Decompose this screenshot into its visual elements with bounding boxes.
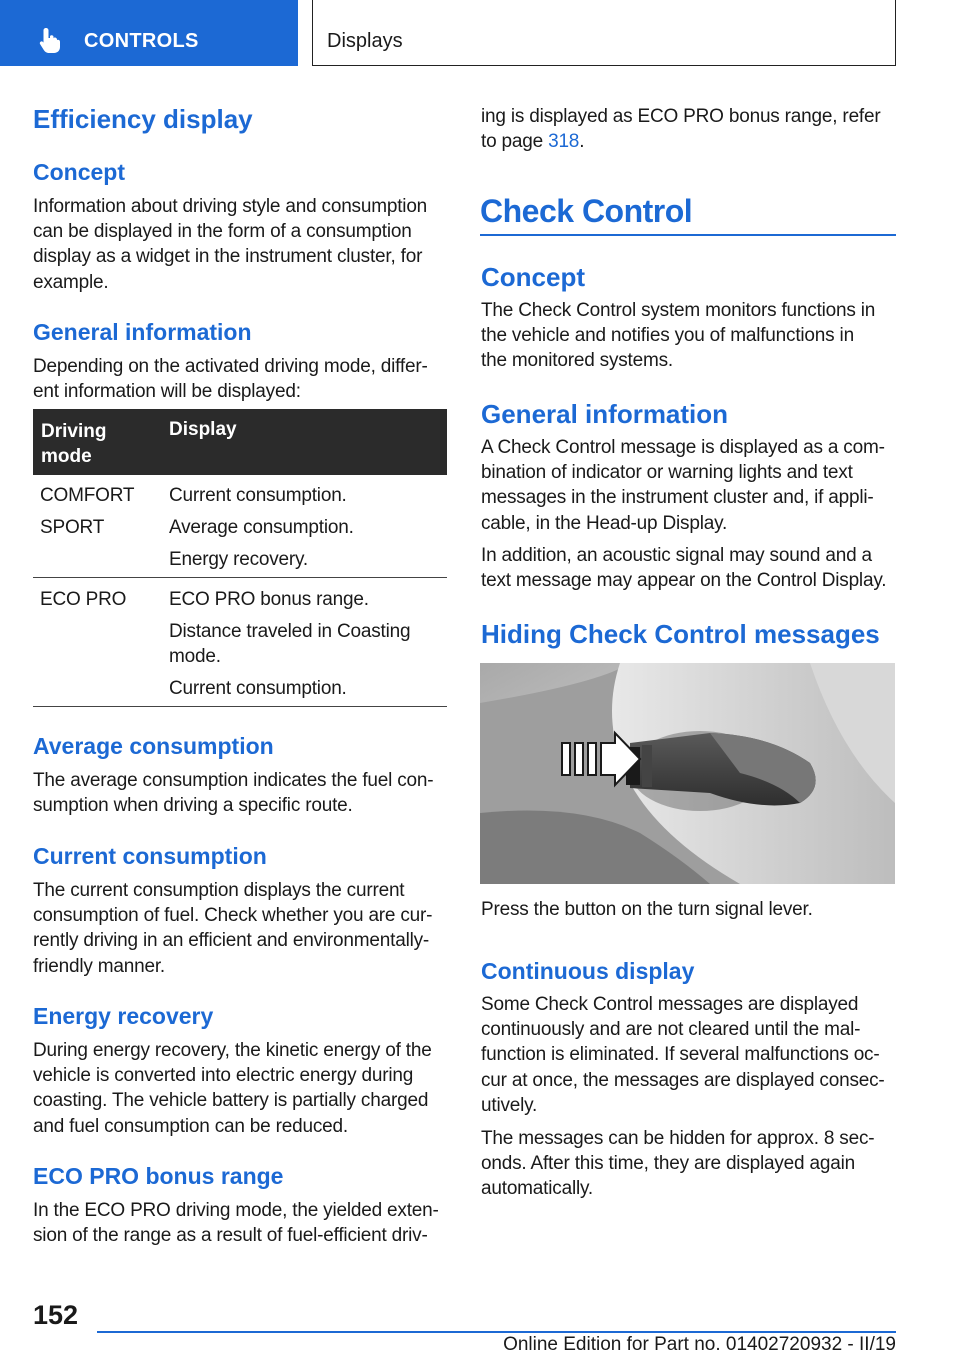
- average-consumption-heading: Average consumption: [33, 733, 274, 759]
- text-line: rently driving in an efficient and environmentally-: [33, 930, 430, 952]
- table-bottom-rule: [33, 706, 447, 707]
- text-line: messages in the instrument cluster and, if appli‐: [481, 487, 874, 509]
- table-cell-display: mode.: [169, 646, 221, 667]
- general-information-paragraph: [33, 354, 447, 404]
- page-number: 152: [33, 1300, 79, 1330]
- text-line: Some Check Control messages are displayed: [481, 994, 859, 1015]
- text-line: [481, 129, 896, 154]
- table-cell-mode: SPORT: [40, 517, 105, 538]
- energy-recovery-paragraph: [33, 1038, 447, 1139]
- continuous-display-heading: Continuous display: [481, 958, 695, 984]
- text-line: The current consumption displays the current: [33, 880, 405, 901]
- text-line: automatically.: [481, 1178, 593, 1200]
- text-line: The average consumption indicates the fuel con‐: [33, 770, 434, 791]
- table-cell-display: Energy recovery.: [169, 549, 309, 570]
- text-line: ent information will be displayed:: [33, 381, 301, 403]
- table-cell-display: Average consumption.: [169, 517, 354, 538]
- text-line: In the ECO PRO driving mode, the yielded exten‐: [33, 1200, 439, 1221]
- text-line: The messages can be hidden for approx. 8 sec‐: [481, 1128, 875, 1149]
- text-line: text message may appear on the Control Display.: [481, 570, 887, 592]
- text-line: In addition, an acoustic signal may sound and a: [481, 545, 872, 566]
- continuous-display-paragraph: [481, 992, 896, 1118]
- text-line: sumption when driving a specific route.: [33, 795, 353, 817]
- table-cell-mode: ECO PRO: [40, 589, 127, 610]
- footer-rule: [97, 1331, 896, 1333]
- table-row-divider: [33, 577, 447, 578]
- table-header: [33, 409, 447, 475]
- text-line: Depending on the activated driving mode, differ‐: [33, 356, 428, 377]
- check-control-title: Check Control: [480, 193, 693, 229]
- current-consumption-paragraph: [33, 878, 447, 979]
- energy-recovery-heading: Energy recovery: [33, 1003, 214, 1029]
- turn-signal-lever-illustration: [480, 663, 895, 884]
- text-line: utively.: [481, 1094, 538, 1116]
- title-underline: [480, 234, 896, 236]
- image-caption: Press the button on the turn signal lever.: [481, 899, 813, 920]
- efficiency-display-title: Efficiency display: [33, 104, 253, 134]
- text-line: sion of the range as a result of fuel-efficient driv‐: [33, 1225, 428, 1247]
- check-control-general-paragraph-2: [481, 543, 896, 593]
- text-line: function is eliminated. If several malfunctions oc‐: [481, 1044, 880, 1066]
- text-line: onds. After this time, they are displayed again: [481, 1153, 855, 1175]
- breadcrumb: [312, 0, 896, 66]
- col-header-driving-mode: Driving mode: [41, 421, 107, 467]
- edition-note: Online Edition for Part no. 01402720932 - II/19: [503, 1334, 896, 1355]
- text-line: consumption of fuel. Check whether you are cur‐: [33, 905, 433, 927]
- text-fragment: .: [579, 131, 585, 153]
- table-cell-display: Current consumption.: [169, 678, 347, 699]
- hiding-messages-heading: Hiding Check Control messages: [481, 619, 880, 649]
- hand-pointer-icon: [36, 26, 64, 54]
- text-line: ing is displayed as ECO PRO bonus range, refer: [481, 106, 881, 127]
- eco-pro-bonus-range-paragraph: [33, 1198, 447, 1248]
- text-line: the vehicle and notifies you of malfunctions in: [481, 325, 854, 347]
- general-information-heading: General information: [481, 399, 729, 429]
- check-control-general-paragraph: [481, 435, 896, 536]
- col-header-display: Display: [169, 419, 237, 440]
- text-line: can be displayed in the form of a consumption: [33, 221, 412, 243]
- text-line: During energy recovery, the kinetic energy of the: [33, 1040, 432, 1061]
- text-line: display as a widget in the instrument cluster, for: [33, 246, 423, 268]
- table-cell-display: ECO PRO bonus range.: [169, 589, 369, 610]
- average-consumption-paragraph: [33, 768, 447, 818]
- text-fragment: to page: [481, 131, 549, 153]
- text-line: cur at once, the messages are displayed consec‐: [481, 1069, 885, 1091]
- text-line: vehicle is converted into electric energy during: [33, 1065, 414, 1087]
- text-line: cable, in the Head-up Display.: [481, 512, 728, 534]
- breadcrumb-label: Displays: [327, 30, 403, 52]
- current-consumption-heading: Current consumption: [33, 843, 267, 869]
- check-control-concept-paragraph: [481, 298, 896, 374]
- table-cell-mode: COMFORT: [40, 485, 135, 506]
- section-label: CONTROLS: [84, 30, 199, 52]
- continuous-display-paragraph-2: [481, 1126, 896, 1202]
- text-line: A Check Control message is displayed as a com‐: [481, 437, 885, 458]
- text-line: coasting. The vehicle battery is partially charged: [33, 1090, 429, 1112]
- text-line: the monitored systems.: [481, 350, 674, 372]
- lever-diagram-svg: [480, 663, 895, 884]
- concept-heading: Concept: [481, 262, 585, 292]
- text-line: bination of indicator or warning lights and text: [481, 462, 853, 484]
- concept-paragraph: [33, 194, 447, 295]
- text-line: The Check Control system monitors functions in: [481, 300, 876, 321]
- table-cell-display: Current consumption.: [169, 485, 347, 506]
- text-line: Information about driving style and consumption: [33, 196, 428, 217]
- page-reference-link[interactable]: 318: [548, 131, 580, 153]
- eco-pro-continued-paragraph: [481, 104, 896, 154]
- eco-pro-bonus-range-heading: ECO PRO bonus range: [33, 1163, 284, 1189]
- general-information-heading: General information: [33, 319, 252, 345]
- text-line: continuously and are not cleared until the mal‐: [481, 1019, 861, 1041]
- table-cell-display: Distance traveled in Coasting: [169, 621, 411, 642]
- text-line: friendly manner.: [33, 955, 165, 977]
- concept-heading: Concept: [33, 159, 125, 185]
- section-tab[interactable]: [0, 0, 298, 66]
- text-line: example.: [33, 271, 109, 293]
- text-line: and fuel consumption can be reduced.: [33, 1115, 348, 1137]
